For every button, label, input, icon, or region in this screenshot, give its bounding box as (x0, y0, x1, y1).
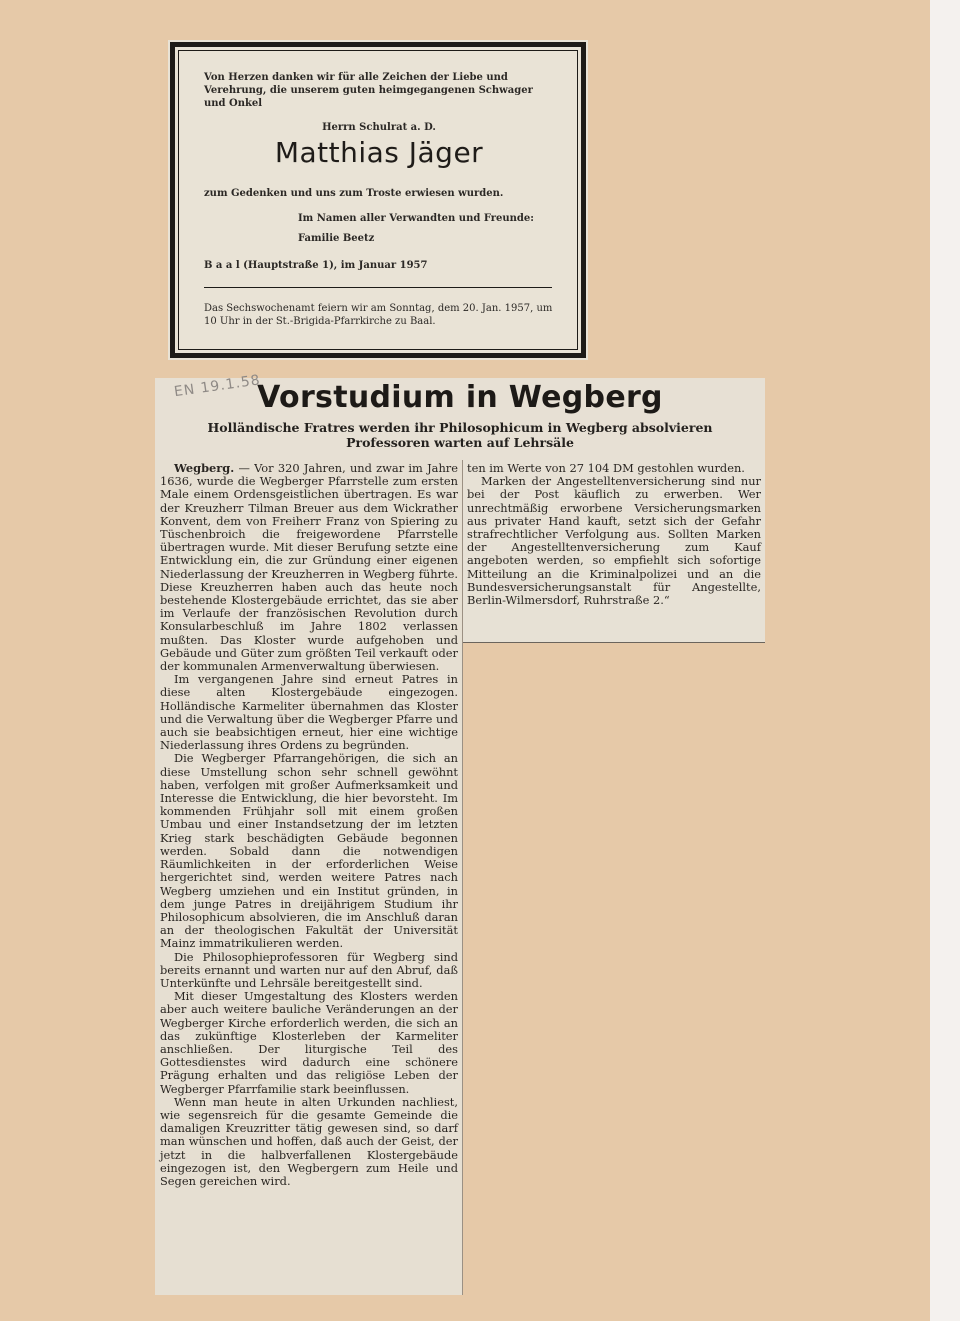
article-left-column (160, 462, 458, 1188)
scan-margin (930, 0, 960, 1321)
notice-place-date: B a a l (Hauptstraße 1), im Januar 1957 (204, 260, 428, 271)
article-dateline: Wegberg. (174, 461, 235, 475)
article-paragraph: Mit dieser Umgestaltung des Klosters werden aber auch weitere bauliche Veränderungen an der Wegberger Kirche erforderlich werden, die sich an das zukünftige Klosterleben der Karmeliter anschließen. Der liturgische Teil des Gottesdienstes wird dadurch eine schönere Prägung erhalten und das religiöse Leben der Wegberger Pfarrfamilie stark beeinflussen. (160, 989, 458, 1096)
article-paragraph: Wenn man heute in alten Urkunden nachliest, wie segensreich für die gesamte Gemeinde die damaligen Kreuzritter tätig gewesen sind, so darf man wünschen und hoffen, daß auch der Geist, der jetzt in die halbverfallenen Klostergebäude eingezogen ist, den Wegbergern zum Heile und Segen gereichen wird. (160, 1094, 458, 1188)
death-notice-clipping (168, 40, 588, 360)
article-right-column (467, 462, 761, 607)
notice-on-behalf: Im Namen aller Verwandten und Freunde: (298, 213, 534, 224)
notice-title-line: Herrn Schulrat a. D. (322, 122, 436, 133)
notice-deceased-name: Matthias Jäger (274, 136, 484, 169)
notice-family: Familie Beetz (298, 233, 375, 244)
article-paragraph: ten im Werte von 27 104 DM gestohlen wurden. (467, 461, 745, 475)
article-paragraph-text: — Vor 320 Jahren, und zwar im Jahre 1636, wurde die Wegberger Pfarrstelle zum ersten Male einem Ordensgeistlichen übertragen. Es war der Kreuzherr Tilman Breuer aus dem Wickrather Konvent, dem von Freiherr Franz von Spiering zu Tüschenbroich die freigewordene Pfarrstelle übertragen wurde. Mit dieser Berufung setzte eine Entwicklung ein, die zur Gründung einer eigenen Niederlassung der Kreuzherren in Wegberg führte. Diese Kreuzherren haben auch das heute noch bestehende Klostergebäude errichtet, das sie aber im Verlaufe der französischen Revolution durch Konsularbeschluß im Jahre 1802 verlassen mußten. Das Kloster wurde aufgehoben und Gebäude und Güter zum größten Teil verkauft oder der kommunalen Armenverwaltung überwiesen. (160, 461, 458, 674)
article-paragraph: Die Philosophieprofessoren für Wegberg sind bereits ernannt und warten nur auf den Abruf, daß Unterkünfte und Lehrsäle bereitgestellt sind. (160, 949, 458, 990)
notice-thanks-text: Von Herzen danken wir für alle Zeichen der Liebe und Verehrung, die unserem guten heimgegangenen Schwager und Onkel (204, 72, 533, 109)
pencil-annotation: EN 19.1.58 (173, 372, 262, 401)
article-paragraph (160, 462, 458, 673)
article-title: Vorstudium in Wegberg (257, 380, 663, 415)
notice-gedenken-text: zum Gedenken und uns zum Troste erwiesen wurden. (204, 188, 504, 199)
article-subtitle (165, 420, 755, 450)
notice-divider (204, 287, 552, 288)
article-paragraph: Die Wegberger Pfarrangehörigen, die sich an diese Umstellung schon sehr schnell gewöhnt haben, verfolgen mit großer Aufmerksamkeit und Interesse die Entwicklung, die hier bevorsteht. Im kommenden Frühjahr soll mit einem großen Umbau und einer Instandsetzung der im letzten Krieg stark beschädigten Gebäude begonnen werden. Sobald dann die notwendigen Räumlichkeiten in der erforderlichen Weise hergerichtet sind, werden weitere Patres nach Wegberg umziehen und ein Institut gründen, in dem junge Patres in dreijährigem Studium ihr Philosophicum absolvieren, die im Anschluß daran an der theologischen Fakultät der Universität Mainz immatrikulieren werden. (160, 751, 458, 951)
article-clipping (155, 372, 765, 1298)
article-subtitle-line-2: Professoren warten auf Lehrsäle (346, 435, 574, 450)
notice-mass-announcement: Das Sechswochenamt feiern wir am Sonntag, dem 20. Jan. 1957, um 10 Uhr in der St.-Brigida-Pfarrkirche zu Baal. (204, 303, 553, 327)
article-subtitle-line-1: Holländische Fratres werden ihr Philosophicum in Wegberg absolvieren (207, 420, 713, 435)
article-paragraph: Marken der Angestelltenversicherung sind nur bei der Post käuflich zu erwerben. Wer unrechtmäßig erworbene Versicherungsmarken aus privater Hand kauft, setzt sich der Gefahr strafrechtlicher Verfolgung aus. Sollten Marken der Angestelltenversicherung zum Kauf angeboten werden, so empfiehlt sich sofortige Mitteilung an die Kriminalpolizei und an die Bundesversicherungsanstalt für Angestellte, Berlin-Wilmersdorf, Ruhrstraße 2.“ (467, 474, 761, 608)
article-paragraph: Im vergangenen Jahre sind erneut Patres in diese alten Klostergebäude eingezogen. Holländische Karmeliter übernahmen das Kloster und die Verwaltung über die Wegberger Pfarre und auch sie beabsichtigen erneut, hier eine wichtige Niederlassung ihres Ordens zu begründen. (160, 672, 458, 753)
